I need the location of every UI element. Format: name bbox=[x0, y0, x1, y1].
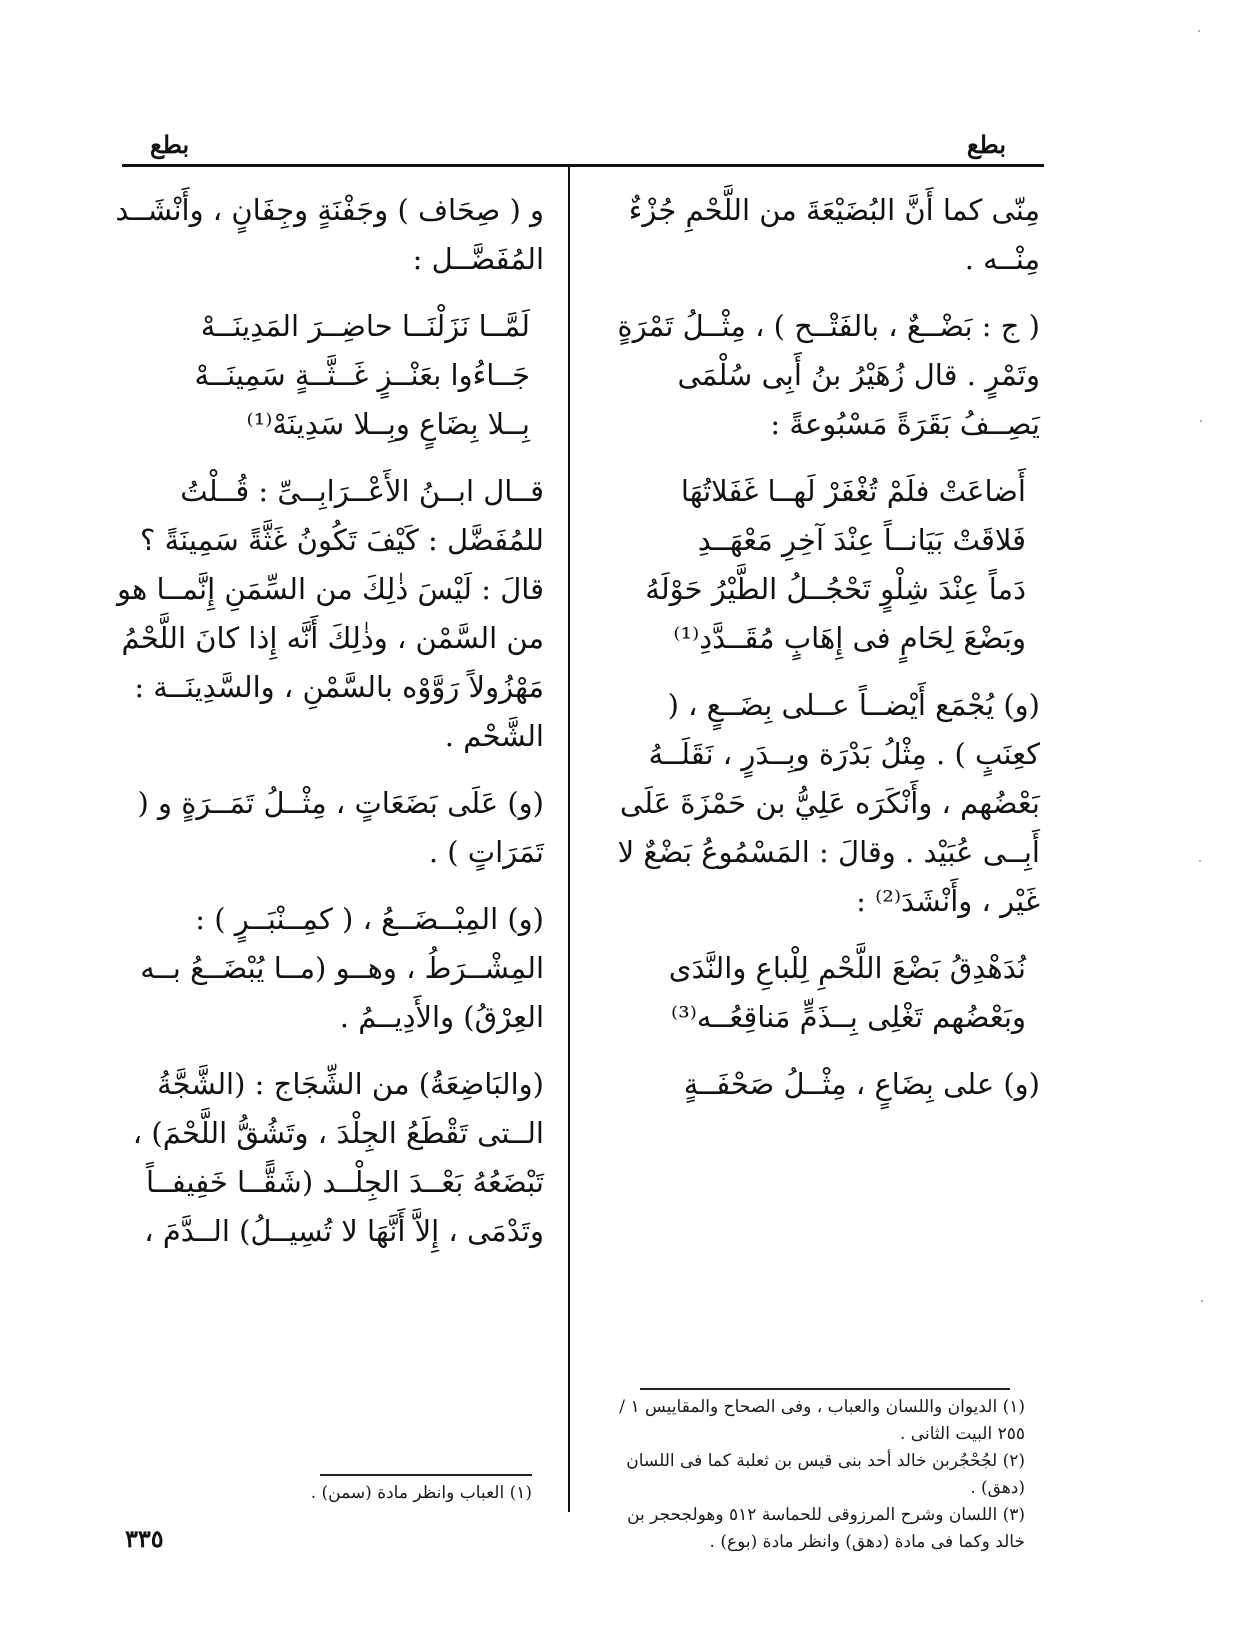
verse-line: دَماً عِنْدَ شِلْوٍ تَحْجُــلُ الطَّيْرُ حَوْلَهُ bbox=[645, 572, 1026, 606]
paragraph: قــال ابــنُ الأَعْــرَابِــىِّ : قُــلْتُ للمُفَضَّل : كَيْفَ تَكُونُ غَثَّةً سَمِينَةً ؟ قالَ : لَيْسَ ذٰلِكَ من السِّمَنِ إِنَّمــا هو من السَّمْن ، وذٰلِكَ أَنَّه إِذا كانَ اللَّحْمُ مَهْزُولاً رَوَّوْه بالسَّمْنِ ، والسَّدِينَــة : الشَّحْم . bbox=[116, 474, 544, 753]
footnote-rule bbox=[320, 1474, 532, 1476]
verse-block bbox=[108, 302, 544, 449]
paragraph: (والبَاضِعَةُ) من الشِّجَاج : (الشَّجَّةُ الــتى تَقْطَعُ الجِلْدَ ، وتَشُقُّ اللَّحْمَ) ، تَبْضَعُهُ بَعْــدَ الجِلْــد (شَقًّــا خَفِيفــاً وتَدْمَى ، إِلاَّ أَنَّهَا لا تُسِيــلُ) الــدَّمَ ، bbox=[132, 1067, 544, 1248]
paragraph: مِنّى كما أَنَّ البُضَيْعَةَ من اللَّحْمِ جُزْءٌ مِنْــه . bbox=[628, 193, 1040, 276]
verse-line: وبَعْضُهم تَغْلِى بِــذَمٍّ مَناقِعُــه⁽³⁾ bbox=[670, 1000, 1026, 1034]
column-divider bbox=[568, 164, 570, 1512]
verse-line: بِــلا بِضَاعٍ وبِــلا سَدِينَهْ⁽¹⁾ bbox=[246, 407, 530, 441]
footnotes-left bbox=[250, 1480, 532, 1507]
footnote: (١) العباب وانظر مادة (سمن) . bbox=[310, 1483, 532, 1503]
verse-line: جَــاءُوا بعَنْــزٍ غَــثَّــةٍ سَمِينَــهْ bbox=[194, 358, 530, 392]
verse-block bbox=[598, 944, 1040, 1042]
paragraph: و ( صِحَاف ) وجَفْنَةٍ وجِفَانٍ ، وأَنْشَــد المُفَضَّــل : bbox=[115, 193, 544, 276]
scan-artifact bbox=[1199, 860, 1201, 862]
scan-artifact bbox=[1198, 30, 1200, 32]
verse-line: فَلاقَتْ بَيَانــاً عِنْدَ آخِرِ مَعْهَــدِ bbox=[697, 523, 1026, 557]
footnote-rule bbox=[640, 1388, 1010, 1390]
verse-block bbox=[598, 467, 1040, 663]
footnote: (٢) لجُحْجُربن خالد أحد بنى قيس بن ثعلبة كما فى اللسان (دهق) . bbox=[626, 1451, 1025, 1498]
verse-line: أَضاعَتْ فلَمْ تُغْفَرْ لَهــا غَفَلاتُهَا bbox=[680, 474, 1026, 508]
footnote: (١) الديوان واللسان والعباب ، وفى الصحاح والمقاييس ١ /٢٥٥ البيت الثانى . bbox=[619, 1397, 1025, 1444]
right-column bbox=[598, 186, 1040, 1115]
footnote: (٣) اللسان وشرح المرزوقى للحماسة ٥١٢ وهولجحجر بن خالد وكما فى مادة (دهق) وانظر مادة (بوع) . bbox=[627, 1505, 1025, 1552]
header-rule bbox=[122, 164, 1044, 167]
page-number: ٣٣٥ bbox=[125, 1524, 164, 1553]
paragraph: ( ج : بَضْــعٌ ، بالفَتْــح ) ، مِثْــلُ تَمْرَةٍ وتَمْرٍ . قال زُهَيْرُ بنُ أَبِى سُلْمَى يَصِــفُ بَقَرَةً مَسْبُوعةً : bbox=[617, 309, 1040, 441]
verse-line: لَمَّــا نَزَلْنَــا حاضِــرَ المَدِينَــهْ bbox=[200, 309, 530, 343]
paragraph: (و) عَلَى بَضَعَاتٍ ، مِثْــلُ تَمَــرَةٍ و ( تَمَرَاتٍ ) . bbox=[137, 786, 544, 869]
paragraph: (و) يُجْمَع أَيْضــاً عــلى بِضَــعٍ ، ( كعِنَبٍ ) . مِثْلُ بَدْرَة وبِــدَرٍ ، نَقَلَــهُ بَعْضُهم ، وأَنْكَرَه عَلِيُّ بن حَمْزَةَ عَلَى أَبِــى عُبَيْد . وقالَ : المَسْمُوعُ بَضْعٌ لا غَيْر ، وأَنْشَدَ⁽²⁾ : bbox=[617, 688, 1040, 918]
footnotes-right bbox=[605, 1394, 1025, 1556]
paragraph: (و) على بِضَاعٍ ، مِثْــلُ صَحْفَــةٍ bbox=[683, 1067, 1040, 1101]
scan-artifact bbox=[1200, 420, 1202, 422]
running-header-left: بطع bbox=[150, 130, 190, 159]
verse-line: وبَضْعَ لِحَامٍ فى إِهَابٍ مُقَــدَّدِ⁽¹⁾ bbox=[673, 621, 1026, 655]
verse-line: نُدَهْدِقُ بَضْعَ اللَّحْمِ لِلْباعِ والنَّدَى bbox=[668, 951, 1026, 985]
paragraph: (و) المِبْــضَــعُ ، ( كمِــنْبَــرٍ ) : المِشْــرَطُ ، وهــو (مــا يُبْضَــعُ بــه العِرْقُ) والأَدِيــمُ . bbox=[140, 902, 544, 1034]
scan-artifact bbox=[1201, 1300, 1203, 1302]
running-header-right: بطع bbox=[966, 130, 1006, 159]
left-column bbox=[108, 186, 544, 1262]
